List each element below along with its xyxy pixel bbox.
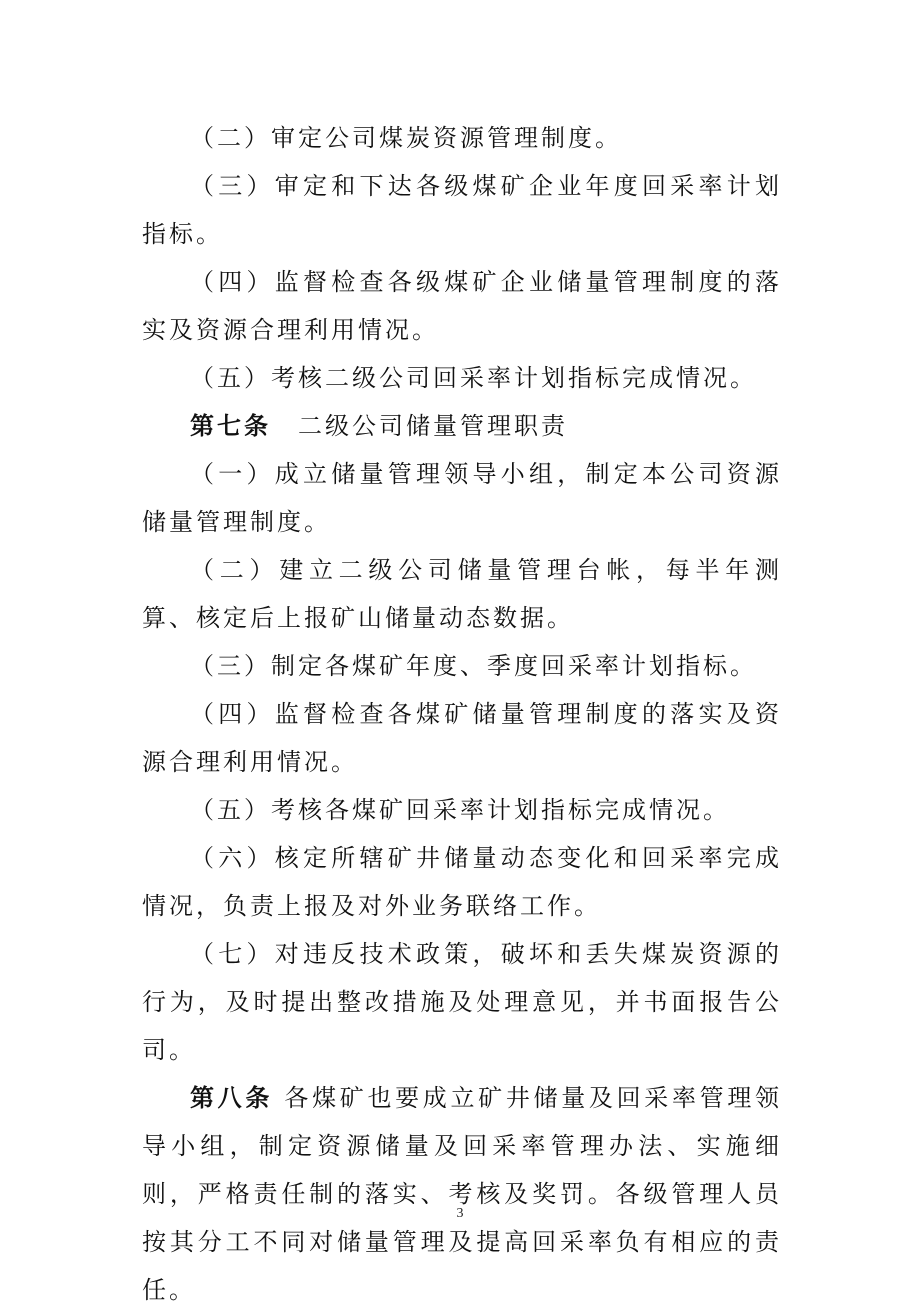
paragraph-8 — [142, 642, 782, 690]
paragraph-1 — [142, 114, 782, 162]
paragraph-text: 二级公司储量管理职责 — [271, 412, 568, 440]
paragraph-12 — [142, 930, 782, 1074]
paragraph-6 — [142, 450, 782, 546]
paragraph-text: （六）核定所辖矿井储量动态变化和回采率完成情况，负责上报及对外业务联络工作。 — [142, 844, 782, 920]
paragraph-text: 各煤矿也要成立矿井储量及回采率管理领导小组，制定资源储量及回采率管理办法、实施细则，严格责任制的落实、考核及奖罚。各级管理人员按其分工不同对储量管理及提高回采率负有相应的责任。 — [142, 1084, 783, 1304]
paragraph-3 — [142, 258, 782, 354]
document-body — [142, 114, 782, 1314]
paragraph-11 — [142, 834, 782, 930]
paragraph-7 — [142, 546, 782, 642]
paragraph-text: （四）监督检查各煤矿储量管理制度的落实及资源合理利用情况。 — [142, 700, 782, 776]
article-8 — [142, 1074, 782, 1314]
page-number: 3 — [456, 1206, 464, 1221]
paragraph-10 — [142, 786, 782, 834]
paragraph-4 — [142, 354, 782, 402]
paragraph-text: （四）监督检查各级煤矿企业储量管理制度的落实及资源合理利用情况。 — [142, 268, 782, 344]
paragraph-9 — [142, 690, 782, 786]
paragraph-text: （五）考核二级公司回采率计划指标完成情况。 — [190, 364, 757, 392]
paragraph-text: （一）成立储量管理领导小组，制定本公司资源储量管理制度。 — [142, 460, 782, 536]
paragraph-text: （二）建立二级公司储量管理台帐，每半年测算、核定后上报矿山储量动态数据。 — [142, 556, 782, 632]
article-heading: 第七条 — [190, 411, 271, 440]
paragraph-text: （三）制定各煤矿年度、季度回采率计划指标。 — [190, 652, 757, 680]
paragraph-text: （三）审定和下达各级煤矿企业年度回采率计划指标。 — [142, 172, 782, 248]
paragraph-2 — [142, 162, 782, 258]
paragraph-text: （二）审定公司煤炭资源管理制度。 — [190, 124, 622, 152]
paragraph-text: （五）考核各煤矿回采率计划指标完成情况。 — [190, 796, 730, 824]
paragraph-text: （七）对违反技术政策，破坏和丢失煤炭资源的行为，及时提出整改措施及处理意见，并书面报告公司。 — [142, 940, 782, 1064]
article-heading: 第八条 — [190, 1083, 274, 1112]
article-7 — [142, 402, 782, 450]
